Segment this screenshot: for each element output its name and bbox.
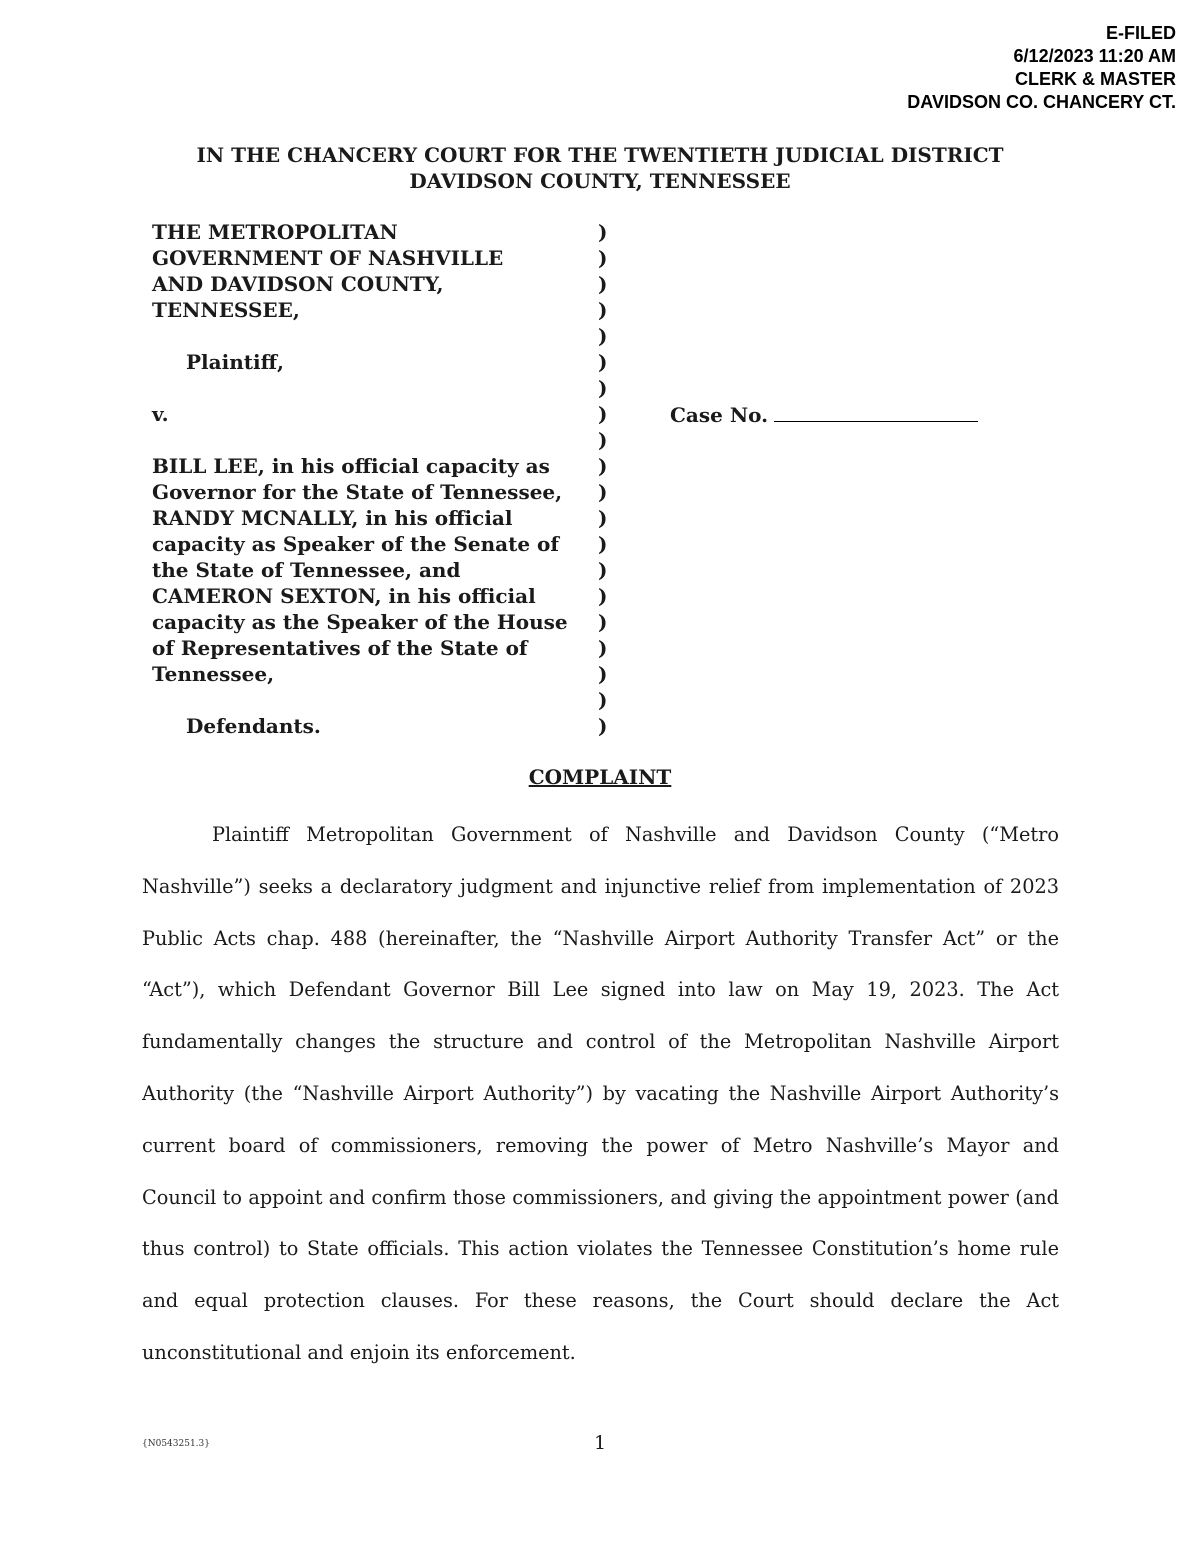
stamp-datetime: 6/12/2023 11:20 AM — [1013, 46, 1176, 66]
caption-paren-column — [598, 219, 607, 739]
caption-paren: ) — [598, 220, 608, 244]
defendant-line: RANDY MCNALLY, in his official — [152, 506, 513, 530]
caption-paren: ) — [598, 688, 608, 712]
defendant-line: Governor for the State of Tennessee, — [152, 480, 563, 504]
caption-paren: ) — [598, 376, 608, 400]
caption-paren: ) — [598, 298, 608, 322]
court-heading-line2: DAVIDSON COUNTY, TENNESSEE — [409, 169, 791, 193]
court-heading — [0, 142, 1200, 194]
paragraph-text: Plaintiff Metropolitan Government of Nashville and Davidson County (“Metro Nashville”) seeks a declaratory judgment and injunctive relief from implementation of 2023 Public Acts chap. 488 (hereinafter, the “Nashville Airport Authority Transfer Act” or the “Act”), which Defendant Governor Bill Lee signed into law on May 19, 2023. The Act fundamentally changes the structure and control of the Metropolitan Nashville Airport Authority (the “Nashville Airport Authority”) by vacating the Nashville Airport Authority’s current board of commissioners, removing the power of Metro Nashville’s Mayor and Council to appoint and confirm those commissioners, and giving the appointment power (and thus control) to State officials. This action violates the Tennessee Constitution’s home rule and equal protection clauses. For these reasons, the Court should declare the Act unconstitutional and enjoin its enforcement. — [142, 823, 1059, 1364]
document-title-text: COMPLAINT — [528, 765, 672, 789]
caption-paren: ) — [598, 506, 608, 530]
defendant-line: capacity as the Speaker of the House — [152, 610, 568, 634]
plaintiff-name-line: TENNESSEE, — [152, 298, 300, 322]
defendant-line: capacity as Speaker of the Senate of — [152, 532, 559, 556]
case-caption-parties — [152, 219, 582, 739]
caption-paren: ) — [598, 428, 608, 452]
caption-paren: ) — [598, 532, 608, 556]
stamp-clerk: CLERK & MASTER — [1015, 69, 1176, 89]
footer-document-id: {N0543251.3} — [142, 1439, 210, 1449]
versus-label: v. — [152, 402, 169, 426]
defendant-line: CAMERON SEXTON, in his official — [152, 584, 536, 608]
defendant-line: the State of Tennessee, and — [152, 558, 461, 582]
caption-paren: ) — [598, 272, 608, 296]
efiling-stamp — [907, 22, 1176, 114]
page-number: 1 — [593, 1432, 607, 1454]
caption-paren: ) — [598, 480, 608, 504]
caption-paren: ) — [598, 324, 608, 348]
caption-paren: ) — [598, 636, 608, 660]
case-number-field — [670, 401, 978, 428]
caption-paren: ) — [598, 558, 608, 582]
complaint-intro-paragraph — [142, 809, 1059, 1379]
stamp-court: DAVIDSON CO. CHANCERY CT. — [907, 92, 1176, 112]
caption-paren: ) — [598, 610, 608, 634]
defendant-label: Defendants. — [186, 714, 321, 738]
caption-paren: ) — [598, 454, 608, 478]
plaintiff-name-line: AND DAVIDSON COUNTY, — [152, 272, 444, 296]
caption-paren: ) — [598, 350, 608, 374]
case-number-blank — [774, 401, 978, 422]
caption-paren: ) — [598, 246, 608, 270]
stamp-status: E-FILED — [1106, 23, 1176, 43]
plaintiff-name-line: THE METROPOLITAN — [152, 220, 398, 244]
case-number-label: Case No. — [670, 403, 769, 427]
court-heading-line1: IN THE CHANCERY COURT FOR THE TWENTIETH JUDICIAL DISTRICT — [196, 143, 1004, 167]
document-title — [0, 764, 1200, 790]
caption-paren: ) — [598, 402, 608, 426]
plaintiff-name-line: GOVERNMENT OF NASHVILLE — [152, 246, 504, 270]
plaintiff-label: Plaintiff, — [186, 350, 284, 374]
caption-paren: ) — [598, 714, 608, 738]
defendant-line: of Representatives of the State of — [152, 636, 528, 660]
defendant-line: BILL LEE, in his official capacity as — [152, 454, 550, 478]
caption-paren: ) — [598, 662, 608, 686]
caption-paren: ) — [598, 584, 608, 608]
defendant-line: Tennessee, — [152, 662, 275, 686]
